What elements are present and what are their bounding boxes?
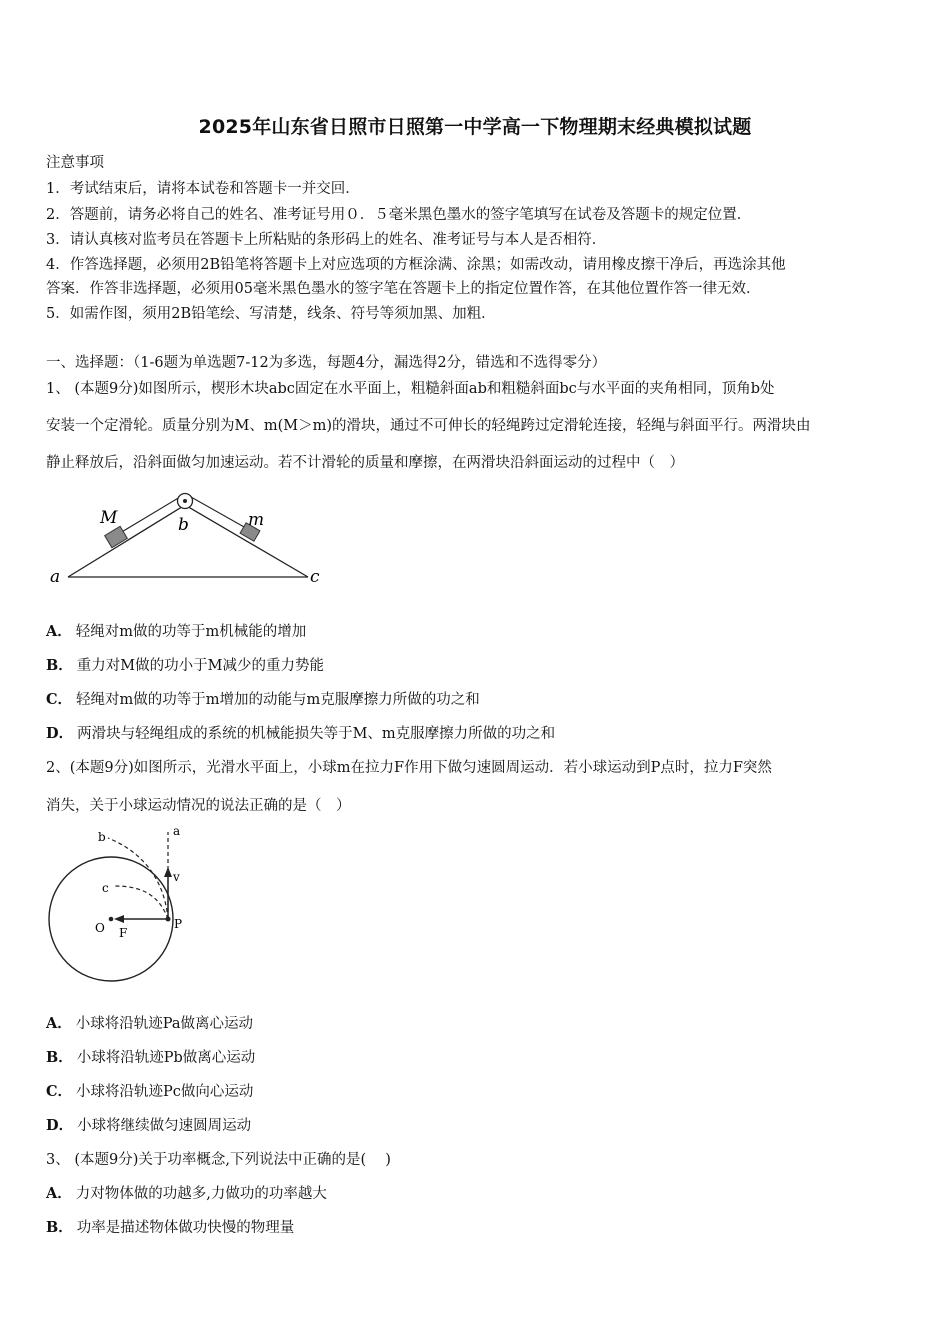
q3-option-b-key: B．	[46, 1219, 73, 1236]
q1-option-c-text: 轻绳对m做的功等于m增加的动能与m克服摩擦力所做的功之和	[76, 692, 480, 708]
q2-option-b-key: B．	[46, 1049, 73, 1066]
q2-line-2: 消失，关于小球运动情况的说法正确的是（ ）	[46, 798, 351, 814]
q1-option-d-key: D．	[46, 725, 74, 742]
q2-option-a-text: 小球将沿轨迹Pa做离心运动	[75, 1016, 254, 1032]
q1-line-2: 安装一个定滑轮。质量分别为M、m(M＞m)的滑块，通过不可伸长的轻绳跨过定滑轮连接，轻绳与斜面平行。两滑块由	[46, 418, 811, 434]
q1-option-c-key: C．	[46, 691, 73, 708]
q1-option-b[interactable]	[46, 654, 324, 675]
notice-item-5: 5．如需作图，须用2B铅笔绘、写清楚，线条、符号等须加黑、加粗．	[46, 306, 496, 322]
notice-item-2: 2．答题前，请务必将自己的姓名、准考证号用０．５毫米黑色墨水的签字笔填写在试卷及答题卡的规定位置．	[46, 207, 752, 223]
page-title: 2025年山东省日照市日照第一中学高一下物理期末经典模拟试题	[198, 116, 752, 138]
q1-option-a[interactable]	[46, 620, 306, 641]
q2-option-c-key: C．	[46, 1083, 73, 1100]
q1-label-m: m	[248, 510, 265, 530]
q1-option-b-key: B．	[46, 657, 73, 674]
q2-label-b: b	[98, 830, 106, 844]
q1-label-a: a	[50, 567, 61, 587]
q2-line-1: 2、(本题9分)如图所示，光滑水平面上，小球m在拉力F作用下做匀速圆周运动．若小球运动到P点时，拉力F突然	[46, 760, 772, 776]
q3-option-a-text: 力对物体做的功越多,力做功的功率越大	[75, 1186, 327, 1202]
q2-option-c-text: 小球将沿轨迹Pc做向心运动	[76, 1084, 254, 1100]
q3-line-1: 3、 (本题9分)关于功率概念,下列说法中正确的是( )	[46, 1152, 391, 1168]
q2-option-d-key: D．	[46, 1117, 74, 1134]
section-heading: 一、选择题：（1-6题为单选题7-12为多选，每题4分，漏选得2分，错选和不选得零分）	[46, 355, 607, 371]
notice-heading: 注意事项	[46, 155, 104, 171]
q1-option-b-text: 重力对M做的功小于M减少的重力势能	[76, 658, 324, 674]
notice-item-4-cont: 答案．作答非选择题，必须用05毫米黑色墨水的签字笔在答题卡上的指定位置作答，在其他位置作答一律无效．	[46, 281, 761, 297]
q1-option-d-text: 两滑块与轻绳组成的系统的机械能损失等于M、m克服摩擦力所做的功之和	[77, 726, 556, 742]
q1-label-c: c	[310, 567, 320, 587]
q2-option-b-text: 小球将沿轨迹Pb做离心运动	[76, 1050, 256, 1066]
q1-line-3: 静止释放后，沿斜面做匀加速运动。若不计滑轮的质量和摩擦，在两滑块沿斜面运动的过程中（ ）	[46, 455, 684, 471]
q2-option-a[interactable]	[46, 1012, 253, 1033]
q2-option-d[interactable]	[46, 1114, 251, 1135]
q2-label-c: c	[102, 881, 109, 895]
notice-item-4: 4．作答选择题，必须用2B铅笔将答题卡上对应选项的方框涂满、涂黑；如需改动，请用橡皮擦干净后，再选涂其他	[46, 257, 786, 273]
q3-option-b-text: 功率是描述物体做功快慢的物理量	[76, 1220, 295, 1236]
q2-label-o: O	[95, 921, 105, 935]
q1-option-a-text: 轻绳对m做的功等于m机械能的增加	[75, 624, 307, 640]
q2-option-a-key: A．	[46, 1015, 72, 1032]
q2-label-p: P	[174, 917, 183, 931]
q1-line-1: 1、 (本题9分)如图所示，楔形木块abc固定在水平面上，粗糙斜面ab和粗糙斜面bc与水平面的夹角相同，顶角b处	[46, 381, 775, 397]
notice-item-1: 1．考试结束后，请将本试卷和答题卡一并交回．	[46, 181, 360, 197]
q3-option-a[interactable]	[46, 1182, 327, 1203]
q2-circle-figure	[40, 820, 200, 985]
q1-option-d[interactable]	[46, 722, 555, 743]
q3-option-a-key: A．	[46, 1185, 72, 1202]
q3-option-b[interactable]	[46, 1216, 294, 1237]
q2-label-v: v	[173, 870, 180, 884]
q1-wedge-figure	[46, 486, 336, 590]
q1-label-M: M	[100, 508, 118, 528]
q2-option-d-text: 小球将继续做匀速圆周运动	[77, 1118, 252, 1134]
q1-option-c[interactable]	[46, 688, 480, 709]
q2-label-a: a	[173, 824, 181, 838]
q1-label-b: b	[178, 515, 189, 535]
q1-option-a-key: A．	[46, 623, 72, 640]
q2-option-c[interactable]	[46, 1080, 253, 1101]
notice-item-3: 3．请认真核对监考员在答题卡上所粘贴的条形码上的姓名、准考证号与本人是否相符．	[46, 232, 607, 248]
q2-label-f: F	[119, 926, 128, 940]
q2-option-b[interactable]	[46, 1046, 255, 1067]
